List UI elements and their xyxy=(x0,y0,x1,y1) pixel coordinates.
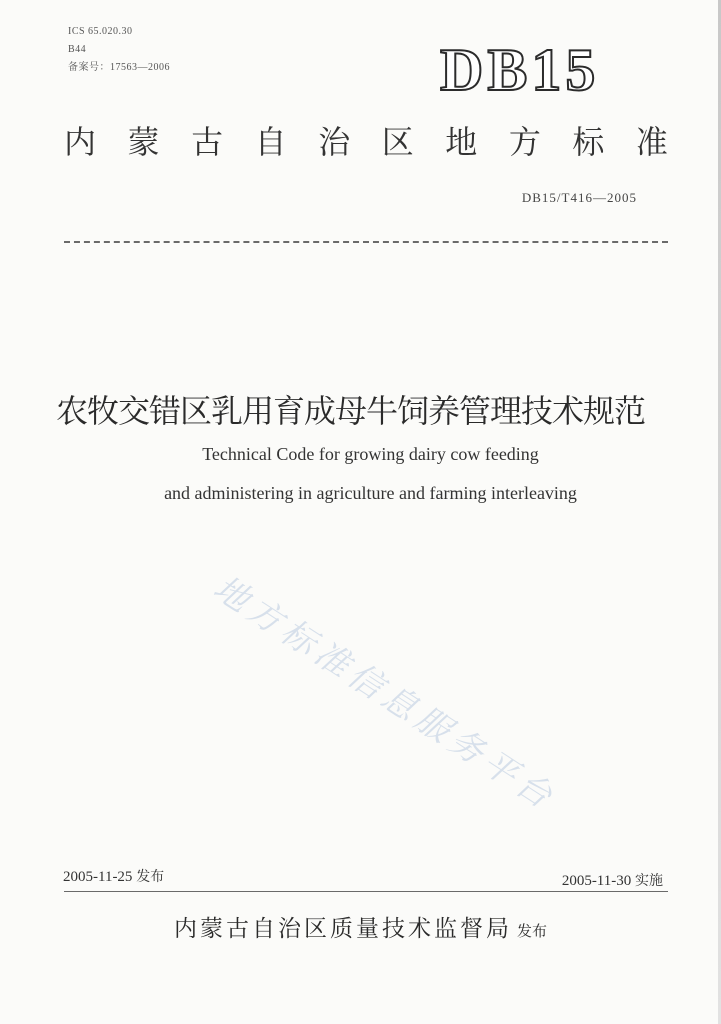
publisher-suffix: 发布 xyxy=(517,922,548,940)
org-title-char: 古 xyxy=(191,123,224,161)
db-code-logo: DB15 xyxy=(440,37,600,103)
english-title-line2: and administering in agriculture and farming interleaving xyxy=(164,483,577,503)
issue-date: 2005-11-25 xyxy=(63,869,133,885)
record-number: 备案号：17563—2006 xyxy=(68,62,170,73)
chinese-title: 农牧交错区乳用育成母牛饲养管理技术规范 xyxy=(55,392,645,430)
publisher-name: 内蒙古自治区质量技术监督局 xyxy=(173,916,512,942)
org-title-char: 准 xyxy=(635,123,668,161)
org-title xyxy=(64,120,668,164)
implement-date-block xyxy=(562,870,663,890)
category-code: B44 xyxy=(68,44,87,55)
org-title-char: 蒙 xyxy=(127,123,160,161)
footer-divider xyxy=(64,891,668,892)
issue-label: 发布 xyxy=(136,869,165,885)
org-title-char: 治 xyxy=(318,123,351,161)
implement-date: 2005-11-30 xyxy=(561,873,632,889)
org-title-char: 方 xyxy=(508,123,541,161)
ics-code: ICS 65.020.30 xyxy=(68,26,133,37)
watermark-text: 地方标准信息服务平台 xyxy=(206,567,564,820)
issue-date-block xyxy=(63,866,164,886)
english-title-line1: Technical Code for growing dairy cow feeding xyxy=(202,444,539,464)
implement-label: 实施 xyxy=(635,873,663,889)
org-title-char: 区 xyxy=(381,123,414,161)
header-divider xyxy=(64,241,668,243)
org-title-char: 自 xyxy=(254,123,287,161)
org-title-char: 地 xyxy=(445,123,478,161)
org-title-char: 内 xyxy=(64,123,97,161)
org-title-char: 标 xyxy=(572,123,605,161)
publisher-line xyxy=(0,910,721,943)
standard-number: DB15/T416—2005 xyxy=(521,190,637,205)
